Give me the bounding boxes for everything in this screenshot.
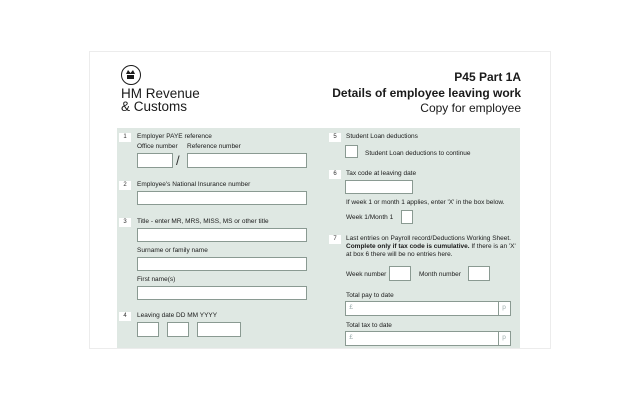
section-number-7: 7 — [329, 235, 341, 244]
form-heading — [332, 70, 521, 116]
form-title: Details of employee leaving work — [332, 86, 521, 100]
surname-label: Surname or family name — [137, 247, 208, 254]
total-pay-pence-sign: p — [502, 304, 506, 311]
reference-number-field[interactable] — [187, 153, 307, 168]
surname-field[interactable] — [137, 257, 307, 271]
total-tax-pounds-field[interactable] — [345, 331, 499, 346]
total-pay-pounds-field[interactable] — [345, 301, 499, 316]
week1-month1-checkbox[interactable] — [401, 210, 413, 224]
payroll-entries-line2 — [346, 243, 516, 251]
total-pay-label: Total pay to date — [346, 292, 394, 299]
payroll-entries-line3: at box 6 there will be no entries here. — [346, 251, 453, 258]
office-number-field[interactable] — [137, 153, 173, 168]
week-number-label: Week number — [346, 271, 387, 278]
payroll-entries-line2-rest: If there is an 'X' — [469, 243, 516, 250]
student-loan-checkbox-label: Student Loan deductions to continue — [365, 150, 471, 157]
tax-code-note: If week 1 or month 1 applies, enter 'X' in the box below. — [346, 199, 505, 206]
total-tax-pound-sign: £ — [349, 334, 353, 341]
leaving-month-field[interactable] — [167, 322, 189, 337]
tax-code-field[interactable] — [345, 180, 413, 194]
department-name-line2: & Customs — [121, 99, 188, 114]
department-name — [121, 87, 200, 113]
student-loan-checkbox[interactable] — [345, 145, 358, 158]
week-number-field[interactable] — [389, 266, 411, 281]
p45-form — [90, 52, 550, 348]
cumulative-only-text: Complete only if tax code is cumulative. — [346, 243, 470, 250]
week1-month1-label: Week 1/Month 1 — [346, 214, 394, 221]
employer-paye-label: Employer PAYE reference — [137, 133, 212, 140]
section-number-6: 6 — [329, 170, 341, 179]
total-tax-pence-sign: p — [502, 334, 506, 341]
reference-number-label: Reference number — [187, 143, 241, 150]
leaving-day-field[interactable] — [137, 322, 159, 337]
leaving-date-label: Leaving date DD MM YYYY — [137, 312, 218, 319]
section-number-5: 5 — [329, 133, 341, 142]
section-number-2: 2 — [119, 181, 131, 190]
total-pay-pound-sign: £ — [349, 304, 353, 311]
tax-code-label: Tax code at leaving date — [346, 170, 417, 177]
form-subtitle: Copy for employee — [420, 101, 521, 115]
royal-crest-icon — [121, 65, 141, 85]
ni-number-label: Employee's National Insurance number — [137, 181, 251, 188]
title-field[interactable] — [137, 228, 307, 242]
department-name-line1: HM Revenue — [121, 86, 200, 101]
ni-number-field[interactable] — [137, 191, 307, 205]
form-panel — [117, 128, 520, 348]
payroll-entries-line1: Last entries on Payroll record/Deductions Working Sheet. — [346, 235, 511, 242]
first-name-field[interactable] — [137, 286, 307, 300]
first-name-label: First name(s) — [137, 276, 176, 283]
reference-separator: / — [176, 153, 180, 168]
title-label: Title - enter MR, MRS, MISS, MS or other title — [137, 218, 269, 225]
office-number-label: Office number — [137, 143, 178, 150]
leaving-year-field[interactable] — [197, 322, 241, 337]
section-number-1: 1 — [119, 133, 131, 142]
student-loan-label: Student Loan deductions — [346, 133, 418, 140]
total-tax-label: Total tax to date — [346, 322, 392, 329]
section-number-4: 4 — [119, 312, 131, 321]
month-number-field[interactable] — [468, 266, 490, 281]
form-code: P45 Part 1A — [454, 70, 521, 84]
month-number-label: Month number — [419, 271, 461, 278]
section-number-3: 3 — [119, 218, 131, 227]
